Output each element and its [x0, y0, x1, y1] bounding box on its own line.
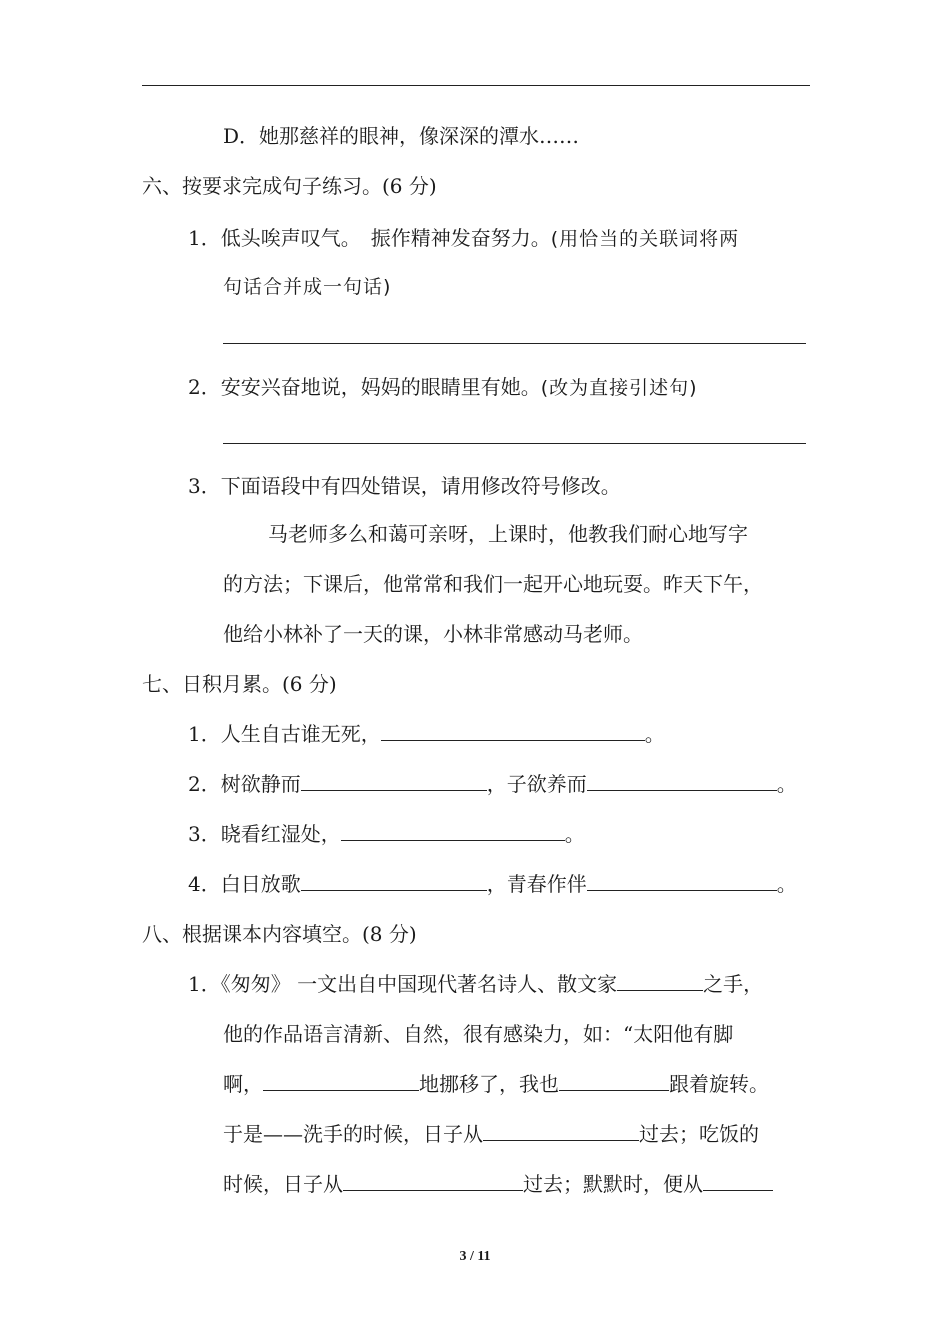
s6-q3-paragraph-1: 马老师多么和蔼可亲呀，上课时，他教我们耐心地写字 [268, 522, 748, 546]
s7-q2-blank-2[interactable] [587, 772, 777, 791]
s7-q1-end: 。 [644, 722, 665, 746]
s8-q1-line4 [223, 1121, 759, 1147]
s6-q2-answer-line[interactable] [223, 443, 806, 444]
s7-q3-end: 。 [564, 822, 585, 846]
s6-q1-note-cont: 句话合并成一句话) [223, 276, 392, 298]
s8-q1-blank-3[interactable] [559, 1072, 669, 1091]
s6-q2-line [188, 374, 698, 401]
s8-q1-text-g: 于是——洗手的时候，日子从 [223, 1122, 483, 1146]
option-d: D．她那慈祥的眼神，像深深的潭水…… [223, 124, 580, 148]
s7-q2-blank-1[interactable] [301, 772, 487, 791]
s6-q2-text: 2．安安兴奋地说，妈妈的眼睛里有她。 [188, 375, 541, 399]
s8-q1-blank-author[interactable] [617, 972, 703, 991]
s6-q1-line2 [223, 273, 391, 300]
section-7-title: 七、日积月累。(6 分) [142, 672, 337, 696]
s8-q1-line1 [188, 971, 763, 997]
s8-q1-line5 [223, 1171, 773, 1197]
s7-q3-blank[interactable] [341, 822, 565, 841]
s7-q4 [188, 871, 797, 897]
s7-q4-end: 。 [776, 872, 797, 896]
s8-q1-text-d: 啊， [223, 1072, 263, 1096]
header-rule [142, 85, 810, 86]
s7-q4-mid: ，青春作伴 [486, 872, 587, 896]
s7-q4-prompt: 4．白日放歌 [188, 872, 301, 896]
s7-q1-blank[interactable] [381, 722, 645, 741]
s8-q1-text-e: 地挪移了，我也 [419, 1072, 559, 1096]
section-6-title: 六、按要求完成句子练习。(6 分) [142, 174, 437, 198]
s7-q4-blank-2[interactable] [587, 872, 777, 891]
s7-q1 [188, 721, 665, 747]
s8-q1-blank-5[interactable] [343, 1172, 523, 1191]
s8-q1-text-j: 过去；默默时，便从 [523, 1172, 703, 1196]
s7-q2-end: 。 [776, 772, 797, 796]
s6-q3-paragraph-2: 的方法；下课后，他常常和我们一起开心地玩耍。昨天下午， [223, 572, 763, 596]
s7-q2 [188, 771, 797, 797]
s6-q3-line: 3．下面语段中有四处错误，请用修改符号修改。 [188, 474, 621, 498]
s7-q3-prompt: 3．晓看红湿处， [188, 822, 341, 846]
s7-q3 [188, 821, 585, 847]
s8-q1-text-h: 过去；吃饭的 [639, 1122, 759, 1146]
s8-q1-blank-2[interactable] [263, 1072, 419, 1091]
s6-q2-note: (改为直接引述句) [540, 377, 698, 399]
s6-q1-text: 1．低头唉声叹气。 振作精神发奋努力。 [188, 226, 551, 250]
s8-q1-text-a: 1．《匆匆》 一文出自中国现代著名诗人、散文家 [188, 972, 618, 996]
s7-q2-mid: ，子欲养而 [486, 772, 587, 796]
s8-q1-line3 [223, 1071, 769, 1097]
s6-q3-paragraph-3: 他给小林补了一天的课，小林非常感动马老师。 [223, 622, 643, 646]
s7-q4-blank-1[interactable] [301, 872, 487, 891]
s8-q1-text-i: 时候，日子从 [223, 1172, 343, 1196]
s8-q1-text-f: 跟着旋转。 [669, 1072, 769, 1096]
s6-q1-answer-line[interactable] [223, 343, 806, 344]
s8-q1-blank-4[interactable] [483, 1122, 639, 1141]
page-number: 3 / 11 [459, 1249, 491, 1264]
s7-q2-prompt: 2．树欲静而 [188, 772, 301, 796]
section-8-title: 八、根据课本内容填空。(8 分) [142, 922, 417, 946]
s8-q1-blank-6[interactable] [703, 1172, 773, 1191]
s6-q1-note: (用恰当的关联词将两 [550, 228, 740, 250]
s8-q1-text-b: 之手， [703, 972, 764, 996]
s8-q1-line2: 他的作品语言清新、自然，很有感染力，如：“太阳他有脚 [223, 1022, 734, 1046]
s7-q1-prompt: 1．人生自古谁无死， [188, 722, 381, 746]
s6-q1-line1 [188, 225, 739, 252]
